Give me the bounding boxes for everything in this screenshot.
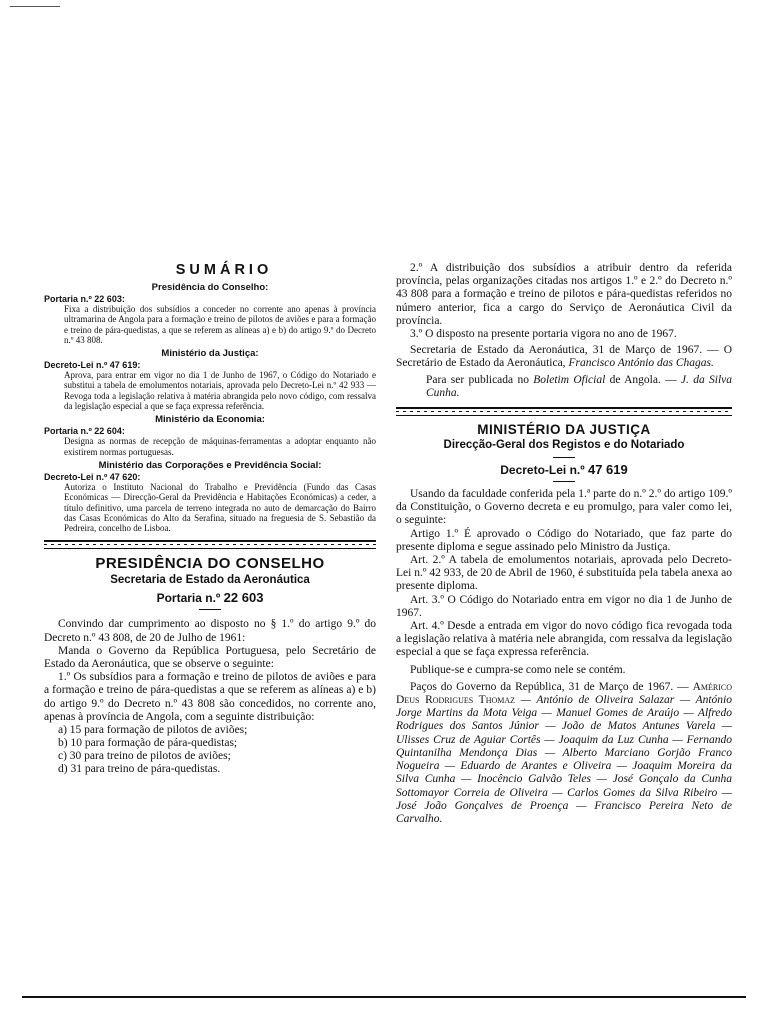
signatory-name: Francisco António das Chagas.: [568, 357, 714, 370]
document-number: 47 619: [587, 462, 628, 478]
ornamental-divider: [396, 407, 732, 416]
summary-heading: Ministério da Justiça:: [161, 348, 259, 360]
list-item: c) 30 para treino de pilotos de aviões;: [58, 750, 231, 763]
paragraph: 1.º Os subsídios para a formação e treino de pilotos de aviões e para a formação e treino de pára-quedistas a que se referem as alíneas a) e b) do artigo 9.º do Decreto n.º 43 808 são concedidos, no corrente ano, apenas à província de Angola, com a seguinte distribuição:: [44, 671, 376, 723]
ministers-names: — António de Oliveira Salazar — António Jorge Martins da Mota Veiga — Manuel Gomes de Araújo — Alfredo Rodrigues dos Santos Júnior — João de Matos Antunes Varela — Ulisses Cruz de Aguiar Cortês — Joaquim da Luz Cunha — Fernando Quintanilha Mendonça Dias — Alberto Marciano Gorjão Franco Nogueira — Eduardo de Arantes e Oliveira — Joaquim Moreira da Silva Cunha — Inocêncio Galvão Teles — José Gonçalo da Cunha Sottomayor Correia de Oliveira — Carlos Gomes da Silva Ribeiro — José João Gonçalves de Proença — Francisco Pereira Neto de Carvalho.: [396, 694, 732, 825]
summary-ref: Decreto-Lei n.º 47 620:: [44, 471, 141, 482]
right-column: [396, 262, 732, 826]
summary-title: SUMÁRIO: [175, 262, 273, 278]
paragraph: 2.º A distribuição dos subsídios a atribuir dentro da referida província, pelas organizações citadas nos artigos 1.º e 2.º do Decreto n.º 43 808 para a formação e treino de pilotos e pára-quedistas referidos no número anterior, fica a cargo do Serviço de Aeronáutica Civil da província.: [396, 262, 732, 327]
short-rule: [199, 609, 221, 610]
signatory-name: J. da Silva Cunha.: [426, 373, 732, 399]
document-title: [44, 590, 376, 605]
signature-text: Secretaria de Estado da Aeronáutica, 31 de Março de 1967. — O Secretário de Estado da Aeronáutica,: [396, 344, 732, 370]
signatures-text: Paços do Governo da República, 31 de Março de 1967. —: [410, 680, 693, 693]
summary-ref: Portaria n.º 22 603:: [44, 294, 125, 304]
summary-text: Aprova, para entrar em vigor no dia 1 de Junho de 1967, o Código do Notariado e substitui a tabela de emolumentos notariais, aprovada pelo Decreto-Lei n.º 42 933 — Revoga toda a legislação relativa à matéria abrangida pelo novo código, com ressalva da legislação especial a que se faça expressa referência.: [64, 370, 376, 412]
publication-text: de Angola. —: [605, 373, 681, 386]
publication-text: Para ser publicada no: [426, 373, 534, 386]
paragraph: Art. 2.º A tabela de emolumentos notariais, aprovada pelo Decreto-Lei n.º 42 933, de 20 de Abril de 1960, é substituída pela tabela anexa ao presente diploma.: [396, 554, 732, 593]
ornamental-divider: [44, 540, 376, 549]
paragraph: Artigo 1.º É aprovado o Código do Notariado, que faz parte do presente diploma e segue assinado pelo Ministro da Justiça.: [396, 527, 732, 553]
list-item: a) 15 para formação de pilotos de aviões;: [58, 724, 248, 737]
summary-text: Autoriza o Instituto Nacional do Trabalho e Previdência (Fundo das Casas Económicas — Direcção-Geral da Previdência e Habitações Económicas) a ceder, a título definitivo, uma parcela de terreno integrada no auto de demarcação do Bairro das Casas Económicas do Alto da Serafina, situado na freguesia de S. Sebastião da Pedreira, concelho de Lisboa.: [64, 481, 376, 534]
summary-text: Fixa a distribuição dos subsídios a conceder no corrente ano apenas à província ultramarina de Angola para a formação e treino de pilotos de aviões e para a formação e treino de pára-quedistas, a que se referem as alíneas a) e b) do artigo 9.º do Decreto n.º 43 808.: [64, 304, 376, 345]
paragraph: 3.º O disposto na presente portaria vigora no ano de 1967.: [410, 328, 677, 341]
short-rule: [553, 457, 575, 458]
left-column: [44, 262, 376, 776]
document-number: 22 603: [223, 590, 264, 606]
list-item: d) 31 para treino de pára-quedistas.: [58, 763, 221, 776]
summary-ref: Decreto-Lei n.º 47 619:: [44, 360, 141, 371]
paragraph: Usando da faculdade conferida pela 1.ª parte do n.º 2.º do artigo 109.º da Constituição, o Governo decreta e eu promulgo, para valer como lei, o seguinte:: [396, 488, 732, 527]
document-label: Decreto-Lei n.º: [500, 463, 585, 478]
paragraph: Art. 3.º O Código do Notariado entra em vigor no dia 1 de Junho de 1967.: [396, 593, 732, 619]
summary-section: [44, 414, 376, 457]
summary-heading: Ministério das Corporações e Previdência Social:: [98, 459, 322, 471]
summary-section: [44, 460, 376, 533]
distribution-list: [44, 724, 376, 776]
summary-section: [44, 282, 376, 345]
short-rule: [553, 481, 575, 482]
bottom-rule: [22, 996, 746, 998]
publication-name: Boletim Oficial: [533, 373, 606, 386]
section-heading: MINISTÉRIO DA JUSTIÇA: [477, 422, 651, 438]
signature-paragraph: [396, 344, 732, 370]
section-subheading: Secretaria de Estado da Aeronáutica: [110, 574, 310, 587]
paragraph: Convindo dar cumprimento ao disposto no § 1.º do artigo 9.º do Decreto n.º 43 808, de 20 de Julho de 1961:: [44, 618, 376, 644]
list-item: b) 10 para formação de pára-quedistas;: [58, 737, 238, 750]
document-title: [396, 462, 732, 477]
paragraph: Publique-se e cumpra-se como nele se contém.: [410, 663, 626, 676]
section-heading: PRESIDÊNCIA DO CONSELHO: [95, 555, 325, 573]
section-subheading: Direcção-Geral dos Registos e do Notariado: [443, 439, 685, 452]
paragraph: Art. 4.º Desde a entrada em vigor do novo código fica revogada toda a legislação relativa à matéria nele abrangida, com ressalva da legislação especial a que se faça expressa referência.: [396, 620, 732, 659]
top-edge-mark: [10, 6, 60, 7]
summary-text: Designa as normas de recepção de máquinas-ferramentas a adoptar enquanto não existirem normas portuguesas.: [64, 436, 376, 457]
summary-ref: Portaria n.º 22 604:: [44, 426, 125, 437]
summary-heading: Ministério da Economia:: [155, 414, 265, 426]
president-name: Américo Deus Rodrigues Thomaz: [396, 680, 732, 707]
summary-section: [44, 348, 376, 411]
signatures-paragraph: [396, 681, 732, 826]
summary-heading: Presidência do Conselho:: [151, 282, 269, 293]
document-label: Portaria n.º: [156, 591, 221, 606]
paragraph: Manda o Governo da República Portuguesa, pelo Secretário de Estado da Aeronáutica, que se observe o seguinte:: [44, 644, 376, 671]
publication-note: [396, 374, 732, 400]
